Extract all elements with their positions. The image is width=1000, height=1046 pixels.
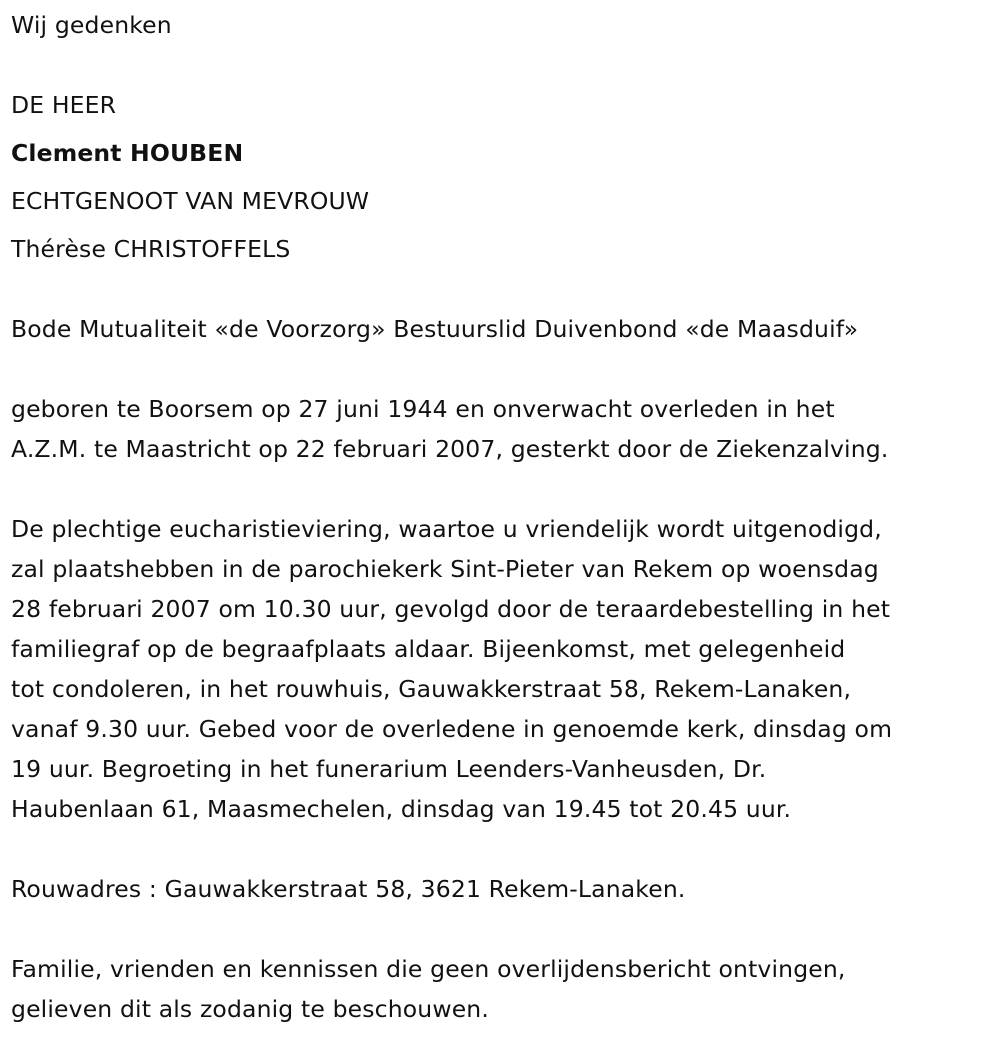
paragraph-line: De plechtige eucharistieviering, waartoe u vriendelijk wordt uitgenodigd,: [11, 515, 882, 543]
closing-paragraph: [11, 949, 996, 1029]
paragraph-line: 19 uur. Begroeting in het funerarium Leenders-Vanheusden, Dr.: [11, 755, 767, 783]
title-text: DE HEER: [11, 91, 117, 119]
paragraph-line: A.Z.M. te Maastricht op 22 februari 2007, gesterkt door de Ziekenzalving.: [11, 435, 889, 463]
paragraph-line: zal plaatshebben in de parochiekerk Sint-Pieter van Rekem op woensdag: [11, 555, 879, 583]
paragraph-line: 28 februari 2007 om 10.30 uur, gevolgd door de teraardebestelling in het: [11, 595, 891, 623]
spouse-label: ECHTGENOOT VAN MEVROUW: [11, 187, 370, 215]
paragraph-line: tot condoleren, in het rouwhuis, Gauwakkerstraat 58, Rekem-Lanaken,: [11, 675, 852, 703]
paragraph-line: familiegraf op de begraafplaats aldaar. Bijeenkomst, met gelegenheid: [11, 635, 846, 663]
paragraph-line: vanaf 9.30 uur. Gebed voor de overledene in genoemde kerk, dinsdag om: [11, 715, 893, 743]
paragraph-line: Familie, vrienden en kennissen die geen overlijdensbericht ontvingen,: [11, 955, 846, 983]
intro-text: Wij gedenken: [11, 11, 172, 39]
address-text: Rouwadres : Gauwakkerstraat 58, 3621 Rekem-Lanaken.: [11, 875, 686, 903]
spouse-name: Thérèse CHRISTOFFELS: [11, 235, 291, 263]
paragraph-line: Haubenlaan 61, Maasmechelen, dinsdag van 19.45 tot 20.45 uur.: [11, 795, 792, 823]
paragraph-line: gelieven dit als zodanig te beschouwen.: [11, 995, 489, 1023]
ceremony-paragraph: [11, 509, 996, 829]
roles-text: Bode Mutualiteit «de Voorzorg» Bestuurslid Duivenbond «de Maasduif»: [11, 315, 859, 343]
paragraph-line: geboren te Boorsem op 27 juni 1944 en onverwacht overleden in het: [11, 395, 835, 423]
birth-death-paragraph: [11, 389, 996, 469]
deceased-name: Clement HOUBEN: [11, 139, 244, 167]
